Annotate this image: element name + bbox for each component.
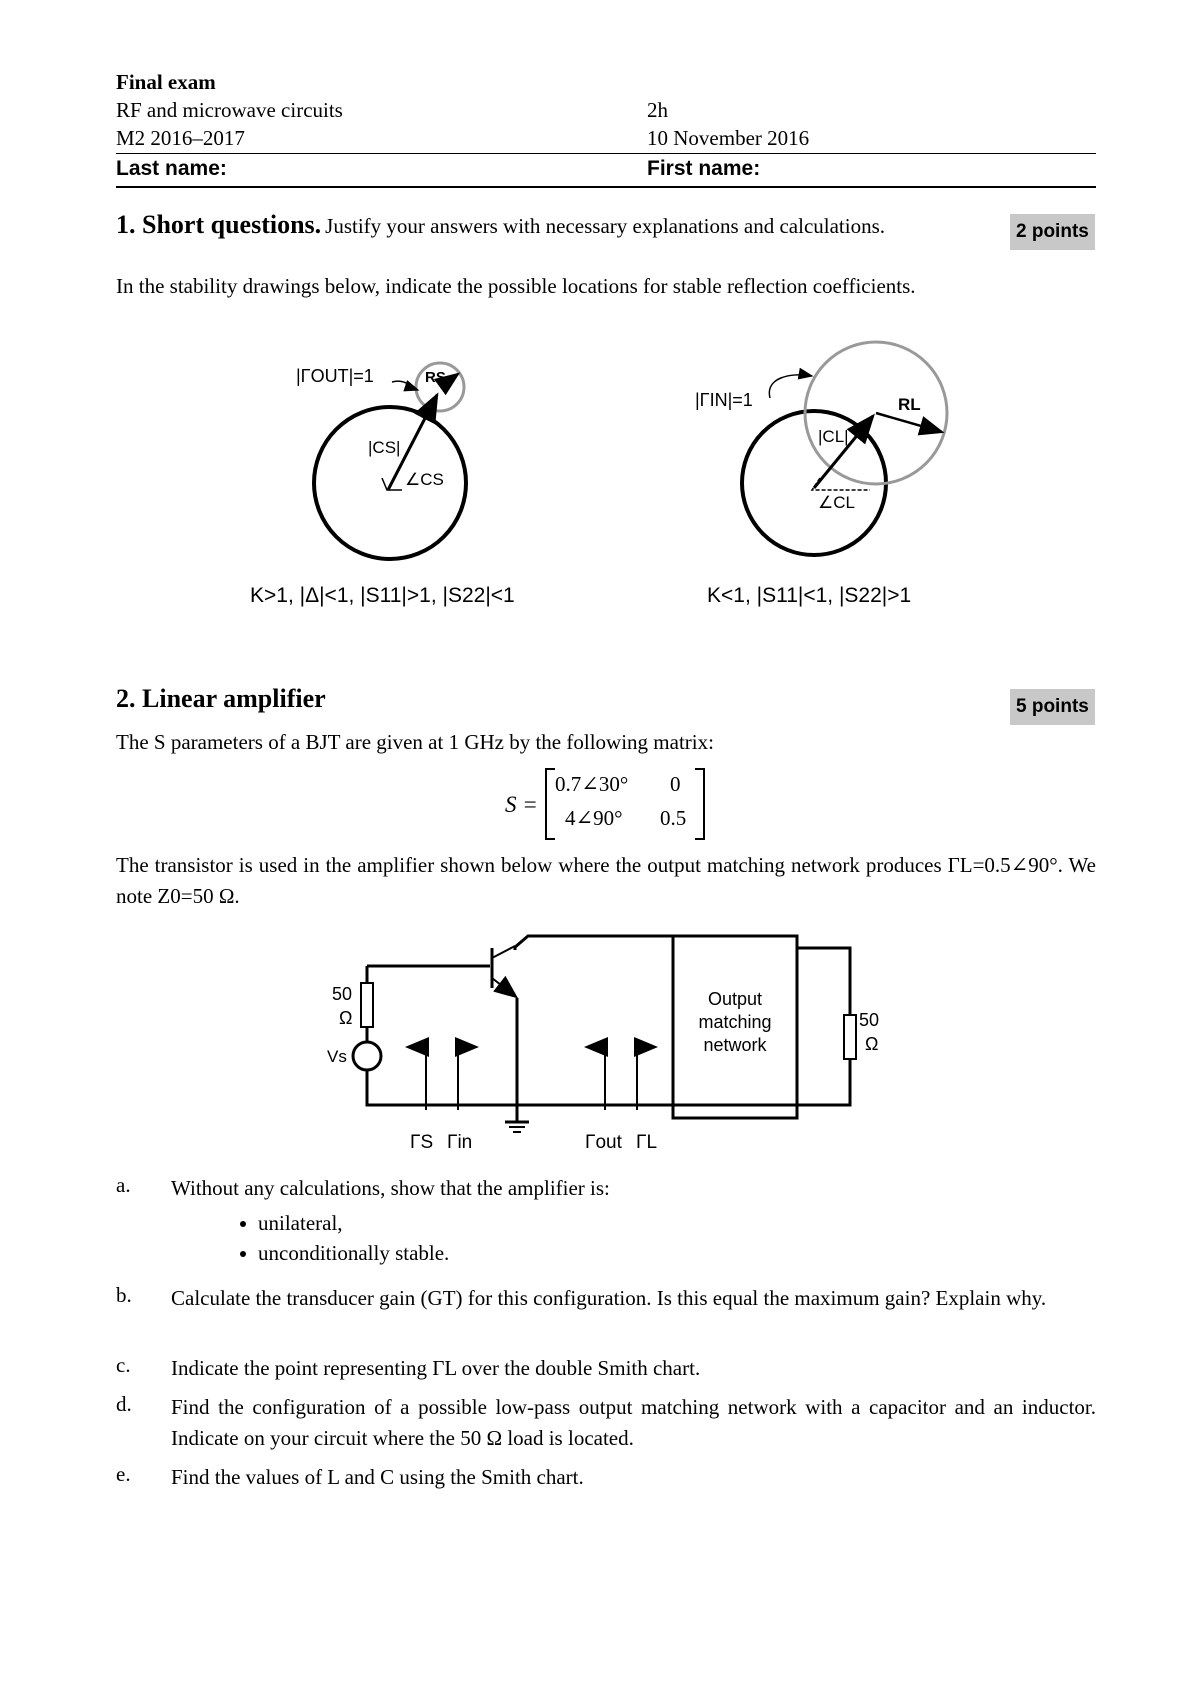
voltage-source	[353, 1042, 381, 1070]
exam-date: 10 November 2016	[647, 126, 810, 150]
course-name: RF and microwave circuits	[116, 98, 343, 122]
bullet-1-text: unilateral,	[258, 1211, 343, 1235]
header-rule-bottom	[116, 186, 1096, 188]
gamma-s-label: ΓS	[410, 1132, 434, 1153]
first-name-label: First name:	[647, 157, 761, 180]
header-rule-top	[116, 153, 1096, 154]
left-center-angle-label: ∠CS	[405, 470, 444, 489]
source-res-unit: Ω	[339, 1008, 353, 1028]
s-matrix	[500, 768, 720, 848]
matrix-left-bracket	[545, 768, 555, 840]
load-wire-bottom	[797, 1059, 850, 1105]
right-radius-vector	[876, 413, 942, 432]
matrix-s11: 0.7∠30°	[555, 772, 629, 796]
section1-instruction: In the stability drawings below, indicate the possible locations for stable reflection coefficients.	[116, 274, 916, 298]
transistor-collector-lead	[492, 946, 515, 958]
section2-intro: The S parameters of a BJT are given at 1 GHz by the following matrix:	[116, 730, 714, 754]
left-stability-drawing	[296, 363, 466, 559]
amplifier-circuit	[0, 920, 1200, 1160]
exam-title: Final exam	[116, 70, 216, 94]
matrix-s21: 4∠90°	[565, 806, 623, 830]
bullet-1-dot	[240, 1221, 246, 1227]
left-radius-label: RS	[425, 369, 446, 386]
left-center-mag-label: |CS|	[368, 438, 401, 457]
section1-title: 1. Short questions.	[116, 210, 322, 239]
question-d-letter: d.	[116, 1392, 132, 1416]
question-e-letter: e.	[116, 1462, 131, 1486]
question-e-text: Find the values of L and C using the Smith chart.	[171, 1465, 584, 1489]
question-d-text: Find the configuration of a possible low-pass output matching network with a capacitor and an inductor. Indicate on your circuit where the 50 Ω load is located.	[171, 1395, 1096, 1450]
left-circle-label: |ΓOUT|=1	[296, 366, 374, 386]
right-stability-drawing	[695, 342, 947, 555]
circuit-description: The transistor is used in the amplifier shown below where the output matching network produces ΓL=0.5∠90°. We note Z0=50 Ω.	[116, 853, 1096, 908]
stability-drawings	[0, 330, 1200, 620]
matrix-right-bracket	[695, 768, 705, 840]
bullet-2-dot	[240, 1251, 246, 1257]
section2-title: 2. Linear amplifier	[116, 684, 326, 713]
right-radius-label: RL	[898, 395, 921, 414]
last-name-label: Last name:	[116, 157, 227, 180]
exam-duration: 2h	[647, 98, 668, 122]
right-condition: K<1, |S11|<1, |S22|>1	[707, 584, 912, 607]
ground-wire	[367, 1070, 850, 1105]
right-center-angle-label: ∠CL	[818, 493, 855, 512]
matrix-symbol: S =	[505, 792, 538, 817]
gamma-out-label: Γout	[585, 1132, 622, 1153]
academic-year: M2 2016–2017	[116, 126, 245, 150]
left-condition: K>1, |Δ|<1, |S11|>1, |S22|<1	[250, 584, 515, 607]
right-circle-label: |ΓIN|=1	[695, 390, 753, 410]
right-label-arrow	[769, 375, 812, 398]
section2-points-badge: 5 points	[1010, 689, 1095, 725]
matrix-s22: 0.5	[660, 806, 687, 830]
load-res-unit: Ω	[865, 1034, 879, 1054]
question-c-letter: c.	[116, 1353, 131, 1377]
gamma-l-label: ΓL	[636, 1132, 658, 1153]
question-a-letter: a.	[116, 1173, 131, 1197]
load-wire-top	[797, 948, 850, 1015]
question-c-text: Indicate the point representing ΓL over the double Smith chart.	[171, 1356, 701, 1380]
collector-wire	[514, 936, 673, 948]
section1-subtitle: Justify your answers with necessary explanations and calculations.	[325, 214, 886, 238]
matrix-s12: 0	[670, 772, 681, 796]
transistor-emitter-lead	[492, 978, 515, 996]
question-a-text: Without any calculations, show that the amplifier is:	[171, 1176, 610, 1200]
load-res-value: 50	[859, 1010, 880, 1030]
source-label: Vs	[327, 1047, 347, 1066]
section1-heading	[116, 210, 885, 240]
question-b-letter: b.	[116, 1283, 132, 1307]
section1-points-badge: 2 points	[1010, 214, 1095, 250]
question-b-text: Calculate the transducer gain (GT) for this configuration. Is this equal the maximum gain? Explain why.	[171, 1286, 1047, 1310]
load-resistor	[844, 1015, 856, 1059]
bullet-2-text: unconditionally stable.	[258, 1241, 450, 1265]
network-label-1: Output	[707, 989, 763, 1009]
source-resistor	[361, 983, 373, 1027]
right-center-mag-label: |CL|	[818, 427, 849, 446]
network-label-2: matching	[698, 1012, 772, 1032]
gamma-in-label: Γin	[447, 1132, 473, 1153]
network-label-3: network	[703, 1035, 767, 1055]
left-label-arrow	[392, 381, 418, 390]
source-res-value: 50	[332, 984, 353, 1004]
